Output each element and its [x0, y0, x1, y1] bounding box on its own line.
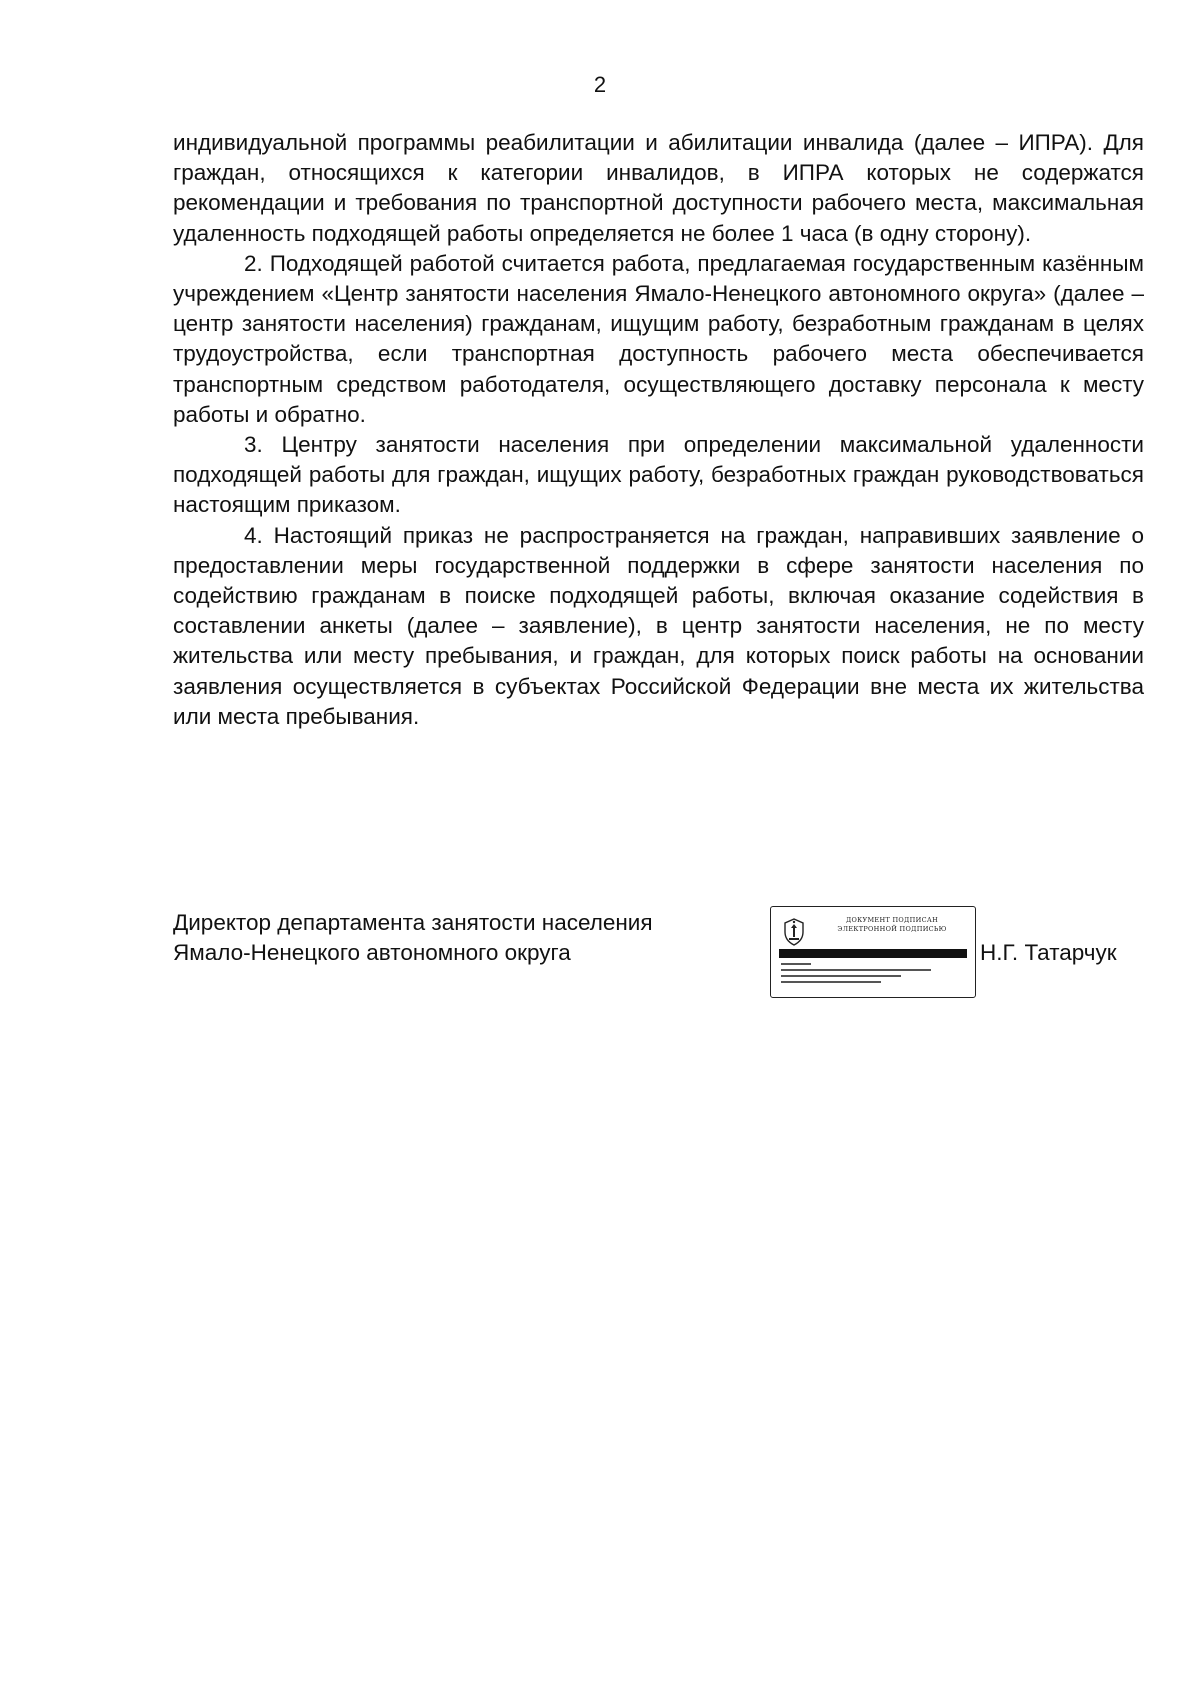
stamp-title-line-2: ЭЛЕКТРОННОЙ ПОДПИСЬЮ	[837, 925, 947, 933]
page-number: 2	[593, 72, 607, 97]
paragraph-item-2: 2. Подходящей работой считается работа, предлагаемая государственным казённым учреждением «Центр занятости населения Ямало-Ненецкого автономного округа» (далее – центр занятости населения) гражданам, ищущим работу, безработным гражданам в целях трудоустройства, если транспортная доступность рабочего места обеспечивается транспортным средством работодателя, осуществляющего доставку персонала к месту работы и обратно.	[173, 250, 1144, 427]
signer-position-line-2: Ямало-Ненецкого автономного округа	[173, 940, 571, 966]
document-body	[173, 128, 1144, 732]
coat-of-arms-icon	[781, 917, 807, 947]
signer-position	[173, 908, 653, 968]
signer-position-line-1: Директор департамента занятости населения	[173, 910, 653, 935]
stamp-certificate-details	[781, 961, 969, 994]
stamp-title	[813, 916, 971, 934]
electronic-signature-stamp	[770, 906, 976, 998]
stamp-redaction-bar	[779, 949, 967, 958]
stamp-title-line-1: ДОКУМЕНТ ПОДПИСАН	[845, 916, 939, 924]
paragraph-item-3: 3. Центру занятости населения при определении максимальной удаленности подходящей работы для граждан, ищущих работу, безработных граждан руководствоваться настоящим приказом.	[173, 432, 1144, 518]
paragraph-item-4: 4. Настоящий приказ не распространяется на граждан, направивших заявление о предоставлении меры государственной поддержки в сфере занятости населения по содействию гражданам в поиске подходящей работы, включая оказание содействия в составлении анкеты (далее – заявление), в центр занятости населения, не по месту жительства или месту пребывания, и граждан, для которых поиск работы на основании заявления осуществляется в субъектах Российской Федерации вне места их жительства или места пребывания.	[173, 522, 1144, 729]
paragraph-continuation: индивидуальной программы реабилитации и абилитации инвалида (далее – ИПРА). Для граждан, относящихся к категории инвалидов, в ИПРА которых не содержатся рекомендации и требования по транспортной доступности рабочего места, максимальная удаленность подходящей работы определяется не более 1 часа (в одну сторону).	[173, 130, 1144, 246]
signer-name: Н.Г. Татарчук	[980, 940, 1117, 965]
